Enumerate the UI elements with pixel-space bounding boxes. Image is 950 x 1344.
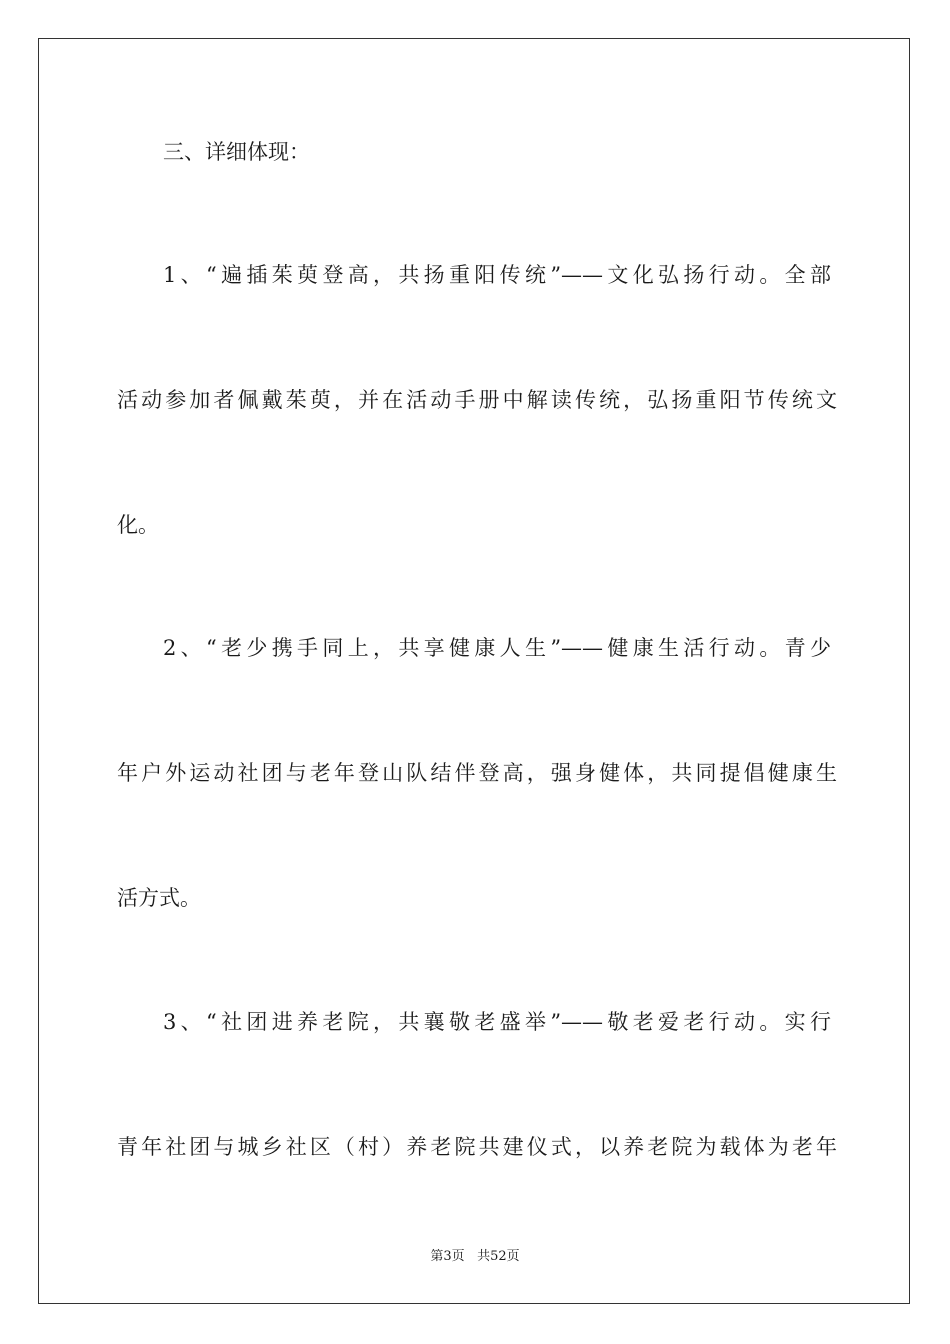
paragraph-1-line-1: 1、“遍插茱萸登高，共扬重阳传统”——文化弘扬行动。全部	[163, 263, 831, 287]
total-pages: 共52页	[477, 1249, 520, 1264]
page-number: 第3页	[430, 1249, 465, 1264]
paragraph-1-line-3: 化。	[117, 513, 159, 537]
paragraph-3-line-2: 青年社团与城乡社区（村）养老院共建仪式，以养老院为载体为老年	[117, 1135, 837, 1159]
section-heading: 三、详细体现：	[163, 140, 310, 164]
paragraph-2-line-1: 2、“老少携手同上，共享健康人生”——健康生活行动。青少	[163, 636, 831, 660]
paragraph-2-line-3: 活方式。	[117, 886, 201, 910]
paragraph-2-line-2: 年户外运动社团与老年登山队结伴登高，强身健体，共同提倡健康生	[117, 761, 837, 785]
paragraph-3-line-1: 3、“社团进养老院，共襄敬老盛举”——敬老爱老行动。实行	[163, 1010, 831, 1034]
paragraph-1-line-2: 活动参加者佩戴茱萸，并在活动手册中解读传统，弘扬重阳节传统文	[117, 388, 837, 412]
page-footer	[0, 1248, 950, 1266]
page-border	[38, 38, 910, 1304]
